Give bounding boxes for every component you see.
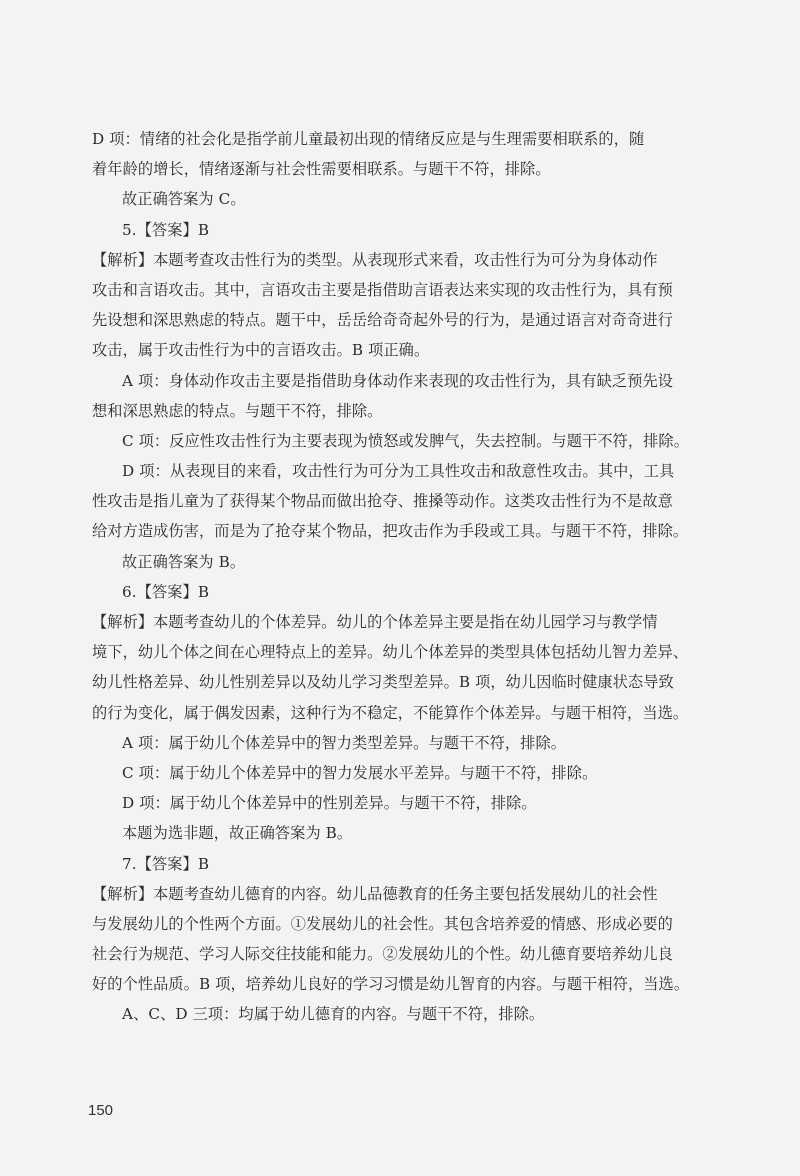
text-line: C 项：反应性攻击性行为主要表现为愤怒或发脾气，失去控制。与题干不符，排除。 [122,431,689,450]
text-line: D 项：从表现目的来看，攻击性行为可分为工具性攻击和敌意性攻击。其中，工具 [122,462,675,481]
text-line: 先设想和深思熟虑的特点。题干中，岳岳给奇奇起外号的行为，是通过语言对奇奇进行 [92,311,673,330]
text-line: 故正确答案为 C。 [122,190,246,209]
text-line: 攻击和言语攻击。其中，言语攻击主要是指借助言语表达来实现的攻击性行为，具有预 [92,280,673,299]
text-line: 【解析】本题考查攻击性行为的类型。从表现形式来看，攻击性行为可分为身体动作 [92,250,658,269]
text-line: 6.【答案】B [122,582,210,601]
text-line: D 项：属于幼儿个体差异中的性别差异。与题干不符，排除。 [122,794,537,813]
text-line: D 项：情绪的社会化是指学前儿童最初出现的情绪反应是与生理需要相联系的，随 [92,130,645,148]
answer-explanations [92,124,714,1030]
text-line: A、C、D 三项：均属于幼儿德育的内容。与题干不符，排除。 [122,1005,545,1024]
text-line: 好的个性品质。B 项，培养幼儿良好的学习习惯是幼儿智育的内容。与题干相符，当选。 [92,975,690,994]
text-line: 与发展幼儿的个性两个方面。①发展幼儿的社会性。其包含培养爱的情感、形成必要的 [92,914,673,933]
text-line: 的行为变化，属于偶发因素，这种行为不稳定，不能算作个体差异。与题干相符，当选。 [92,703,689,722]
text-line: A 项：属于幼儿个体差异中的智力类型差异。与题干不符，排除。 [122,733,567,752]
text-line: 社会行为规范、学习人际交往技能和能力。②发展幼儿的个性。幼儿德育要培养幼儿良 [92,945,673,964]
text-line: 攻击，属于攻击性行为中的言语攻击。B 项正确。 [92,341,430,360]
text-line: 境下，幼儿个体之间在心理特点上的差异。幼儿个体差异的类型具体包括幼儿智力差异、 [92,643,689,662]
text-line: 给对方造成伤害，而是为了抢夺某个物品，把攻击作为手段或工具。与题干不符，排除。 [92,522,689,541]
text-line: 7.【答案】B [122,854,210,873]
text-line: 性攻击是指儿童为了获得某个物品而做出抢夺、推搡等动作。这类攻击性行为不是故意 [92,492,673,511]
text-line: 本题为选非题，故正确答案为 B。 [122,824,353,843]
text-line: 【解析】本题考查幼儿的个体差异。幼儿的个体差异主要是指在幼儿园学习与教学情 [92,613,658,631]
text-line: C 项：属于幼儿个体差异中的智力发展水平差异。与题干不符，排除。 [122,763,598,782]
text-line: 幼儿性格差异、幼儿性别差异以及幼儿学习类型差异。B 项，幼儿因临时健康状态导致 [92,673,674,692]
text-line: 故正确答案为 B。 [122,552,246,571]
text-line: A 项：身体动作攻击主要是指借助身体动作来表现的攻击性行为，具有缺乏预先设 [122,371,674,390]
page-number: 150 [88,1102,114,1119]
text-line: 想和深思熟虑的特点。与题干不符，排除。 [92,401,383,420]
text-line: 【解析】本题考查幼儿德育的内容。幼儿品德教育的任务主要包括发展幼儿的社会性 [92,884,658,903]
text-line: 5.【答案】B [122,220,210,239]
text-line: 着年龄的增长，情绪逐渐与社会性需要相联系。与题干不符，排除。 [92,160,551,179]
